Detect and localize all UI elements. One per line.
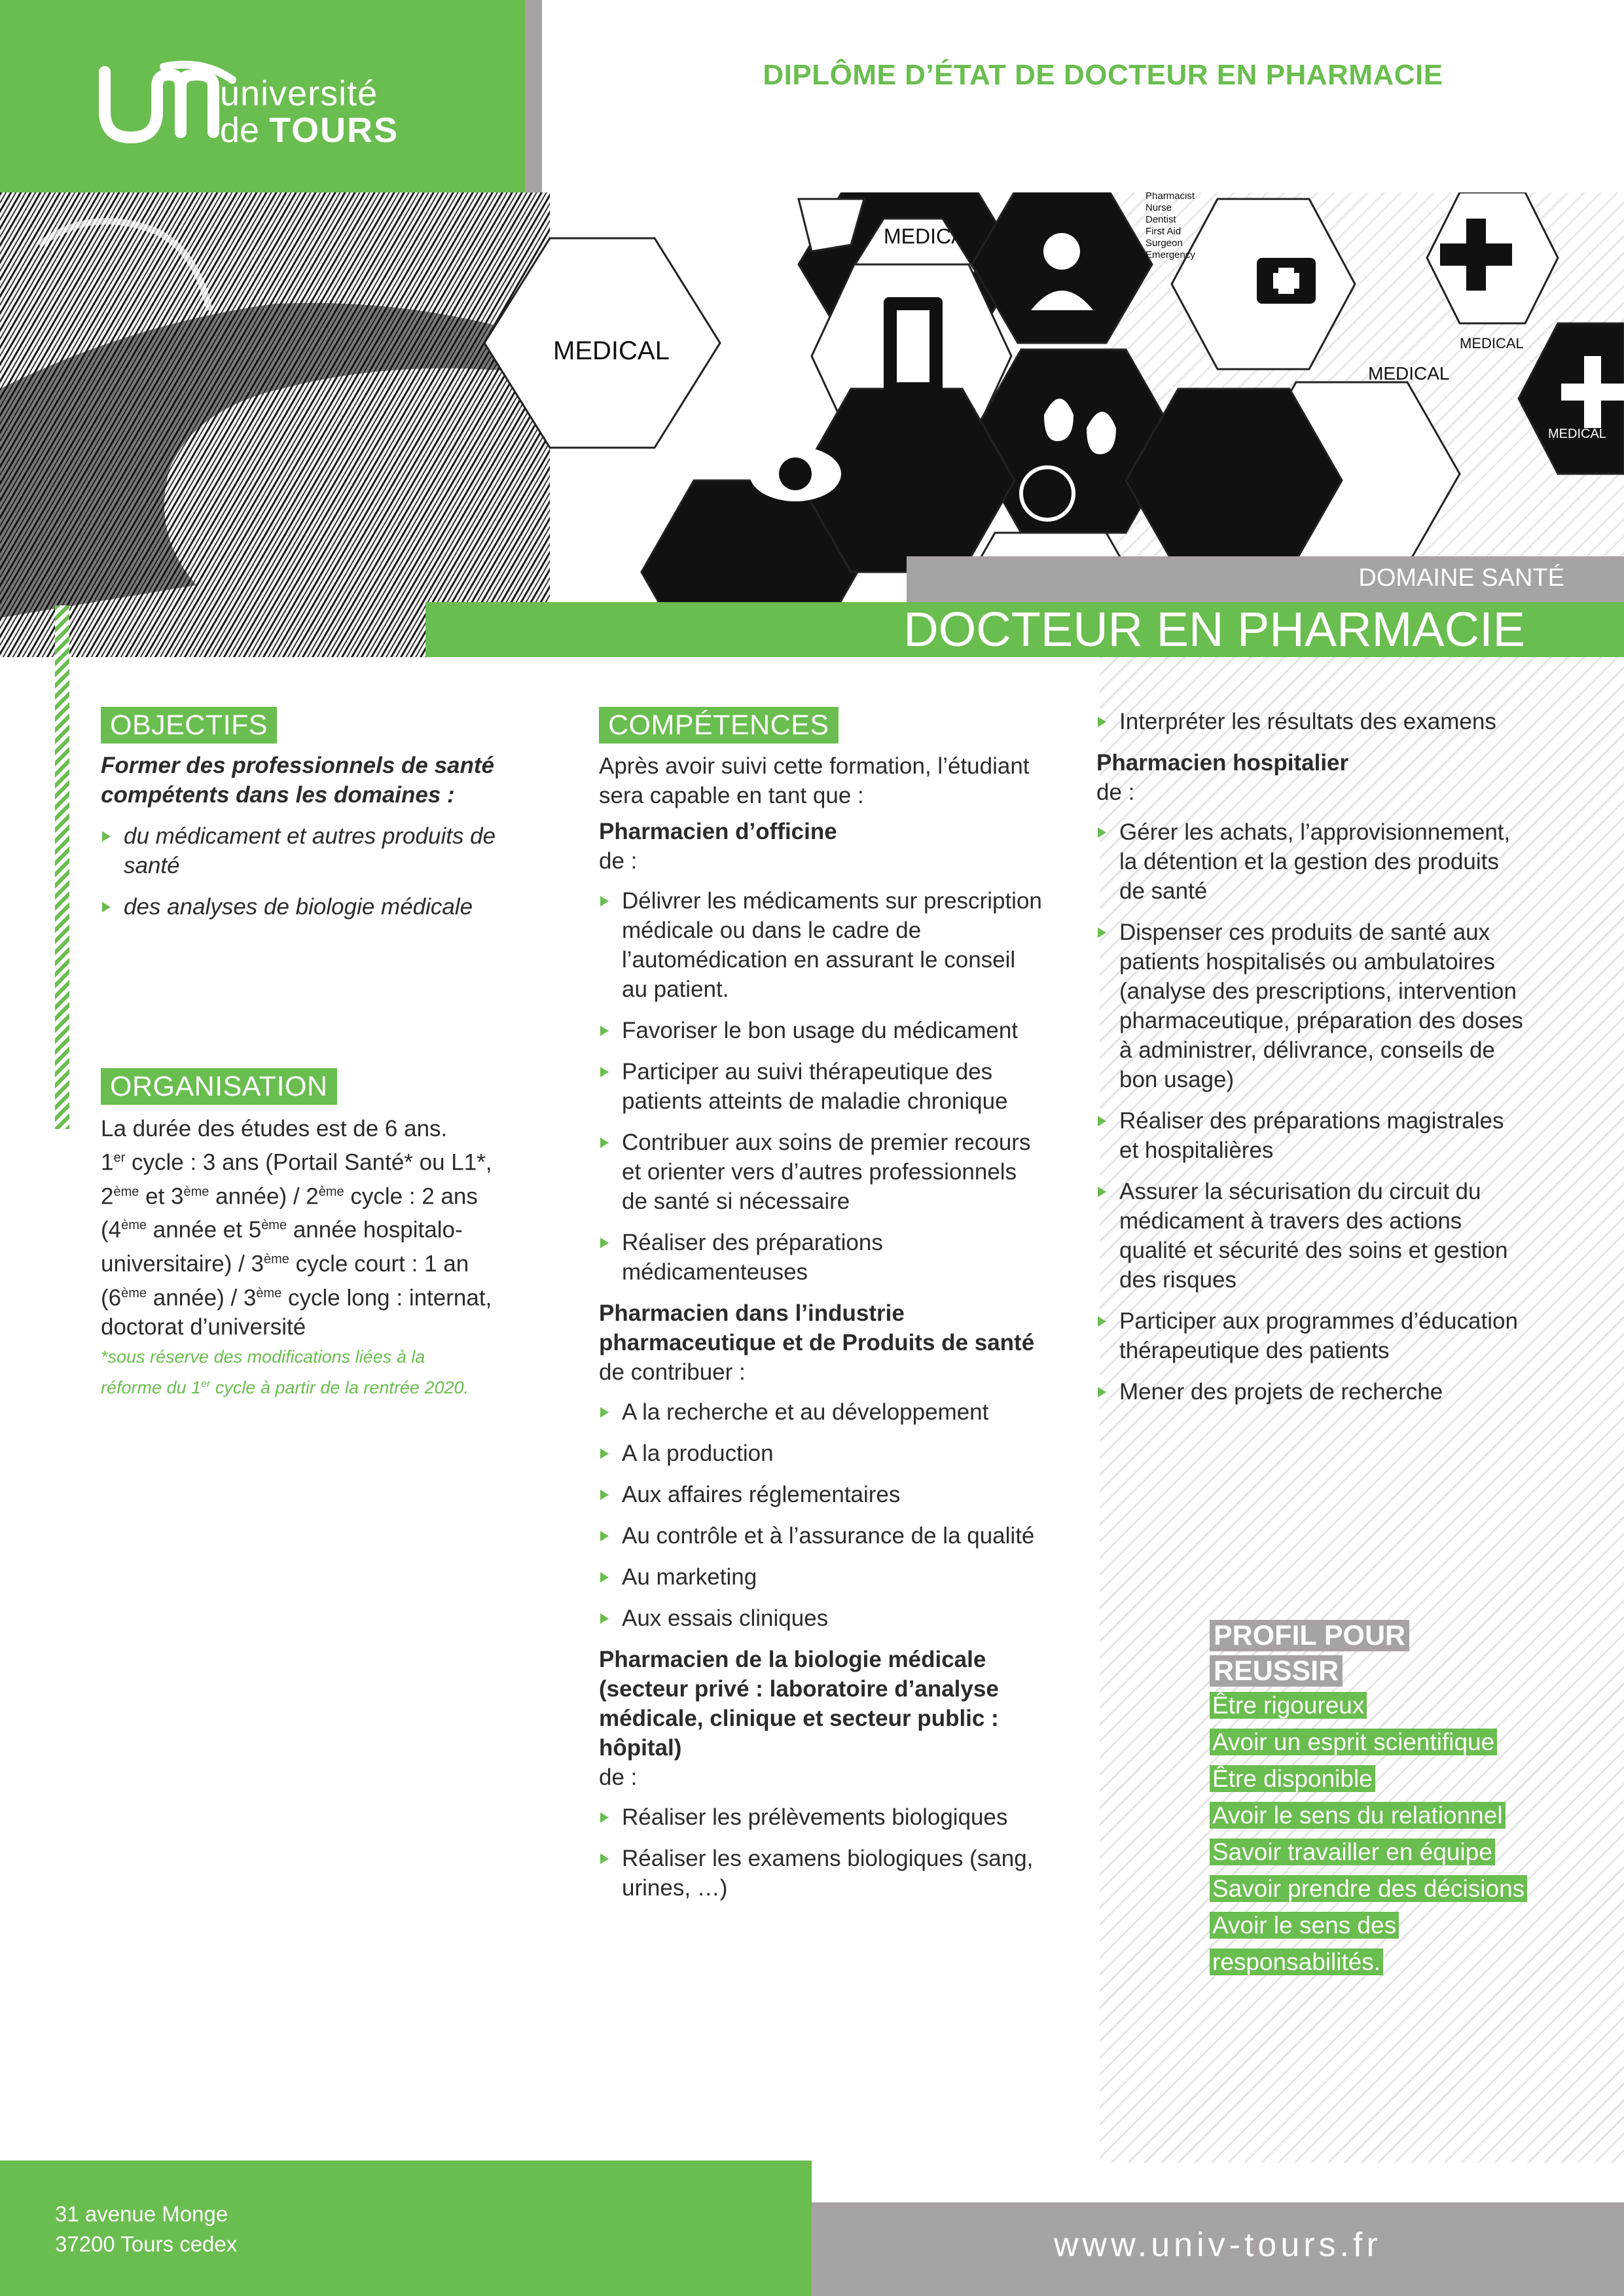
profil-item: Être rigoureux bbox=[1210, 1692, 1367, 1719]
banner-label-medical-4: MEDICAL bbox=[1460, 335, 1524, 351]
column3-section bbox=[1096, 707, 1528, 1418]
profil-item: Avoir le sens du relationnel bbox=[1210, 1802, 1506, 1829]
banner-list-text-3: Dentist bbox=[1146, 214, 1176, 225]
logo-text-tours bbox=[220, 110, 399, 151]
officine-item: Participer au suivi thérapeutique des patients atteints de maladie chronique bbox=[599, 1057, 1044, 1116]
objectifs-list bbox=[101, 821, 546, 922]
profil-item: Avoir le sens des responsabilités. bbox=[1210, 1912, 1399, 1975]
biologie-item: Réaliser les prélèvements biologiques bbox=[599, 1803, 1044, 1832]
organisation-tag: ORGANISATION bbox=[101, 1068, 337, 1105]
hospitalier-item: Mener des projets de recherche bbox=[1096, 1377, 1528, 1407]
industrie-item: A la production bbox=[599, 1439, 1044, 1468]
industrie-item: Aux affaires réglementaires bbox=[599, 1480, 1044, 1509]
profil-title bbox=[1210, 1618, 1435, 1689]
biologie-de: de : bbox=[599, 1765, 638, 1790]
officine-de: de : bbox=[599, 848, 638, 874]
objectifs-tag: OBJECTIFS bbox=[101, 707, 277, 744]
hospitalier-item: Dispenser ces produits de santé aux patients hospitalisés ou ambulatoires (analyse des prescriptions, intervention pharmaceutique, préparation des doses à administrer, délivrance, conseils de bon usage) bbox=[1096, 918, 1528, 1094]
org-note: réforme du 1er cycle à partir de la rentrée 2020. bbox=[101, 1378, 469, 1398]
officine-title: Pharmacien d’officine bbox=[599, 819, 837, 844]
organisation-text bbox=[101, 1114, 546, 1403]
org-line: 1er cycle : 3 ans (Portail Santé* ou L1*, bbox=[101, 1149, 492, 1175]
banner-list-text-5: Surgeon bbox=[1146, 238, 1183, 249]
org-line: (4ème année et 5ème année hospitalo- bbox=[101, 1217, 463, 1243]
industrie-item: A la recherche et au développement bbox=[599, 1397, 1044, 1427]
logo-grey-strip bbox=[525, 0, 542, 192]
competences-section bbox=[599, 751, 1044, 1914]
objectifs-intro: Former des professionnels de santé compétents dans les domaines : bbox=[101, 753, 495, 808]
side-decorative-stripe bbox=[55, 605, 69, 1129]
biologie-item: Réaliser les examens biologiques (sang, urines, …) bbox=[599, 1844, 1044, 1903]
objectifs-section bbox=[101, 751, 546, 933]
org-line: universitaire) / 3ème cycle court : 1 an bbox=[101, 1251, 469, 1277]
logo-text-universite: université bbox=[220, 74, 378, 113]
address-line: 31 avenue Monge bbox=[55, 2202, 228, 2226]
logo-text-tours-bold: TOURS bbox=[269, 111, 399, 150]
org-line: 2ème et 3ème année) / 2ème cycle : 2 ans bbox=[101, 1183, 478, 1210]
competences-tag: COMPÉTENCES bbox=[599, 707, 839, 744]
profil-item: Savoir travailler en équipe bbox=[1210, 1839, 1495, 1865]
header-title: DIPLÔME D’ÉTAT DE DOCTEUR EN PHARMACIE bbox=[763, 59, 1443, 91]
website-link[interactable]: www.univ-tours.fr bbox=[1054, 2226, 1382, 2264]
org-line: doctorat d’université bbox=[101, 1314, 306, 1340]
officine-item: Délivrer les médicaments sur prescription médicale ou dans le cadre de l’automédication en assurant le conseil au patient. bbox=[599, 886, 1044, 1004]
industrie-item: Au contrôle et à l’assurance de la qualité bbox=[599, 1521, 1044, 1551]
org-note: *sous réserve des modifications liées à la bbox=[101, 1347, 425, 1367]
hospitalier-item: Participer aux programmes d’éducation thérapeutique des patients bbox=[1096, 1306, 1528, 1365]
main-title: DOCTEUR EN PHARMACIE bbox=[903, 602, 1525, 656]
officine-item: Contribuer aux soins de premier recours et orienter vers d’autres professionnels de santé si nécessaire bbox=[599, 1128, 1044, 1216]
industrie-de: de contribuer : bbox=[599, 1359, 746, 1385]
hospitalier-de: de : bbox=[1096, 780, 1135, 805]
banner-list-text-6: Emergency bbox=[1146, 249, 1195, 260]
objectifs-item: du médicament et autres produits de santé bbox=[101, 821, 546, 880]
domain-label: DOMAINE SANTÉ bbox=[1358, 564, 1564, 592]
banner-list-text-4: First Aid bbox=[1146, 226, 1182, 237]
footer-address bbox=[55, 2199, 237, 2259]
hospitalier-item: Gérer les achats, l’approvisionnement, la détention et la gestion des produits de santé bbox=[1096, 817, 1528, 906]
objectifs-item: des analyses de biologie médicale bbox=[101, 892, 546, 922]
officine-item: Favoriser le bon usage du médicament bbox=[599, 1016, 1044, 1045]
biologie-title: Pharmacien de la biologie médicale (secteur privé : laboratoire d’analyse médicale, clinique et secteur public : hôpital) bbox=[599, 1647, 999, 1761]
logo-text-de: de bbox=[220, 111, 260, 150]
industrie-list bbox=[599, 1397, 1044, 1633]
profil-item: Avoir un esprit scientifique bbox=[1210, 1729, 1497, 1755]
officine-list bbox=[599, 886, 1044, 1287]
industrie-title: Pharmacien dans l’industrie pharmaceutique et de Produits de santé bbox=[599, 1300, 1035, 1355]
profil-item: Savoir prendre des décisions bbox=[1210, 1875, 1527, 1902]
banner-label-medical-5: MEDICAL bbox=[1548, 427, 1606, 441]
hospitalier-item: Réaliser des préparations magistrales et hospitalières bbox=[1096, 1106, 1528, 1165]
industrie-item: Aux essais cliniques bbox=[599, 1604, 1044, 1633]
officine-item: Réaliser des préparations médicamenteuses bbox=[599, 1228, 1044, 1287]
banner-label-medical-3: MEDICAL bbox=[1368, 363, 1450, 384]
org-line: (6ème année) / 3ème cycle long : internat, bbox=[101, 1285, 492, 1311]
profil-list bbox=[1210, 1690, 1530, 1983]
banner-list-text-2: Nurse bbox=[1146, 202, 1172, 213]
address-line: 37200 Tours cedex bbox=[55, 2232, 238, 2256]
biologie-item: Interpréter les résultats des examens bbox=[1096, 707, 1528, 736]
competences-intro: Après avoir suivi cette formation, l’étudiant sera capable en tant que : bbox=[599, 753, 1030, 808]
banner-label-medical-1: MEDICAL bbox=[553, 336, 670, 365]
hospitalier-title: Pharmacien hospitalier bbox=[1096, 750, 1349, 776]
hospitalier-item: Assurer la sécurisation du circuit du médicament à travers des actions qualité et sécurité des soins et gestion des risques bbox=[1096, 1177, 1528, 1295]
profil-item: Être disponible bbox=[1210, 1765, 1375, 1792]
banner-label-medical-2: MEDICAL bbox=[884, 224, 977, 248]
org-line: La durée des études est de 6 ans. bbox=[101, 1116, 448, 1141]
banner-list-text-1: Pharmacist bbox=[1146, 192, 1195, 202]
biologie-list-continued bbox=[1096, 707, 1528, 736]
hospitalier-list bbox=[1096, 817, 1528, 1407]
biologie-list bbox=[599, 1803, 1044, 1903]
profil-title-text: PROFIL POUR REUSSIR bbox=[1210, 1620, 1409, 1687]
industrie-item: Au marketing bbox=[599, 1562, 1044, 1592]
